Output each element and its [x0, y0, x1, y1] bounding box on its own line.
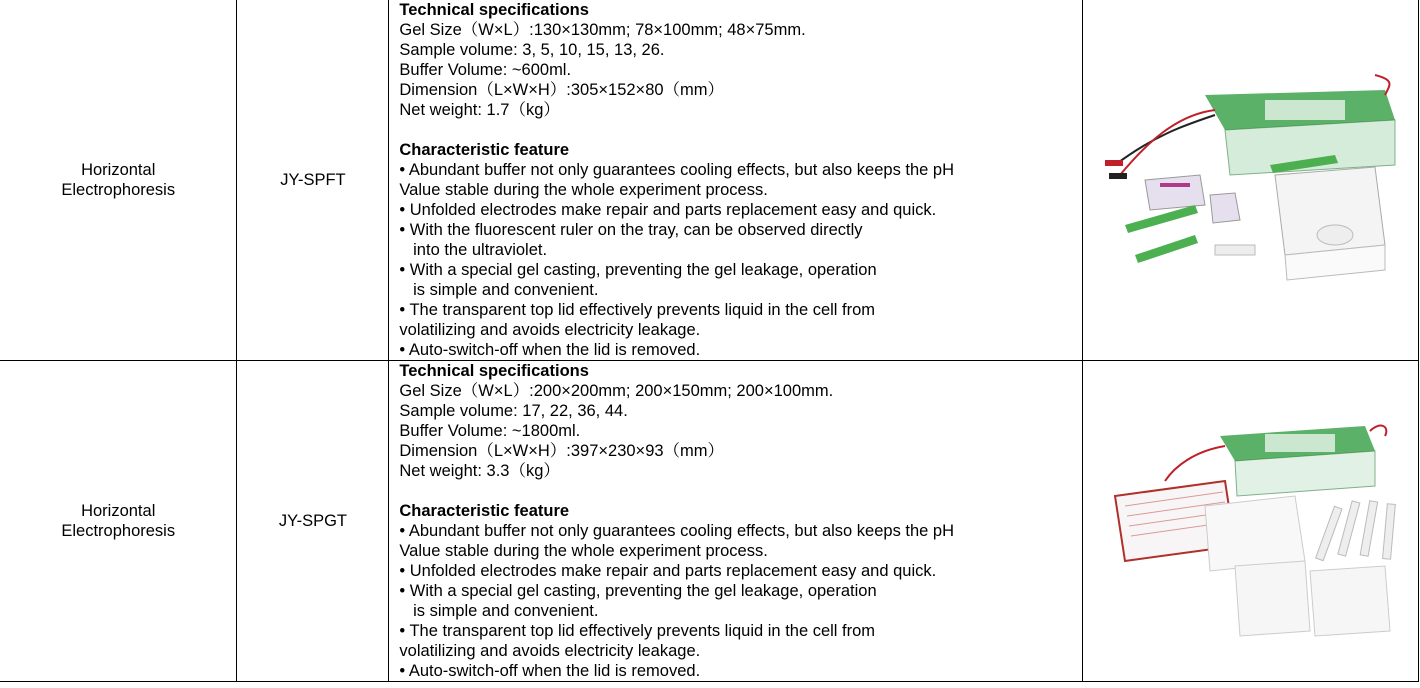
spec-line: Buffer Volume: ~600ml.	[399, 61, 572, 79]
category-cell	[0, 0, 237, 361]
description-cell	[389, 0, 1082, 361]
model-cell: JY-SPGT	[237, 361, 389, 682]
description-cell	[389, 361, 1082, 682]
feature-line: • Unfolded electrodes make repair and parts replacement easy and quick.	[399, 201, 937, 219]
tech-spec-heading: Technical specifications	[399, 362, 589, 380]
category-line: Horizontal	[81, 502, 156, 520]
feature-line: Value stable during the whole experiment process.	[399, 181, 768, 199]
table-row	[0, 361, 1419, 682]
feature-heading: Characteristic feature	[399, 502, 570, 520]
feature-line: is simple and convenient.	[399, 602, 599, 620]
feature-line: Value stable during the whole experiment process.	[399, 542, 768, 560]
spec-line: Buffer Volume: ~1800ml.	[399, 422, 581, 440]
spec-line: Net weight: 3.3（kg）	[399, 462, 560, 480]
spec-line: Gel Size（W×L）:200×200mm; 200×150mm; 200×100mm.	[399, 382, 834, 400]
category-line: Electrophoresis	[61, 522, 176, 540]
spec-line: Gel Size（W×L）:130×130mm; 78×100mm; 48×75mm.	[399, 21, 806, 39]
feature-line: • The transparent top lid effectively prevents liquid in the cell from	[399, 301, 876, 319]
feature-line: • Unfolded electrodes make repair and parts replacement easy and quick.	[399, 562, 937, 580]
feature-line: • Abundant buffer not only guarantees cooling effects, but also keeps the pH	[399, 522, 955, 540]
feature-line: • Auto-switch-off when the lid is removed.	[399, 341, 701, 359]
feature-line: • Auto-switch-off when the lid is removed.	[399, 662, 701, 680]
feature-line: • With a special gel casting, preventing the gel leakage, operation	[399, 261, 877, 279]
spec-line: Sample volume: 3, 5, 10, 15, 13, 26.	[399, 41, 665, 59]
feature-line: • Abundant buffer not only guarantees cooling effects, but also keeps the pH	[399, 161, 955, 179]
feature-line: • With a special gel casting, preventing the gel leakage, operation	[399, 582, 877, 600]
spec-line: Dimension（L×W×H）:305×152×80（mm）	[399, 81, 725, 99]
feature-line: volatilizing and avoids electricity leakage.	[399, 642, 701, 660]
feature-line: is simple and convenient.	[399, 281, 599, 299]
feature-line: volatilizing and avoids electricity leakage.	[399, 321, 701, 339]
electrophoresis-tank-large-image	[1095, 396, 1405, 646]
spec-line: Net weight: 1.7（kg）	[399, 101, 560, 119]
product-image-cell	[1082, 361, 1418, 682]
category-cell	[0, 361, 237, 682]
model-cell: JY-SPFT	[237, 0, 389, 361]
electrophoresis-tank-green-image	[1095, 55, 1405, 305]
category-line: Horizontal	[81, 161, 156, 179]
feature-line: into the ultraviolet.	[399, 241, 548, 259]
tech-spec-heading: Technical specifications	[399, 1, 589, 19]
feature-line: • With the fluorescent ruler on the tray, can be observed directly	[399, 221, 863, 239]
category-line: Electrophoresis	[61, 181, 176, 199]
feature-heading: Characteristic feature	[399, 141, 570, 159]
spec-line: Dimension（L×W×H）:397×230×93（mm）	[399, 442, 725, 460]
spec-line: Sample volume: 17, 22, 36, 44.	[399, 402, 628, 420]
feature-line: • The transparent top lid effectively prevents liquid in the cell from	[399, 622, 876, 640]
product-image-cell	[1082, 0, 1418, 361]
